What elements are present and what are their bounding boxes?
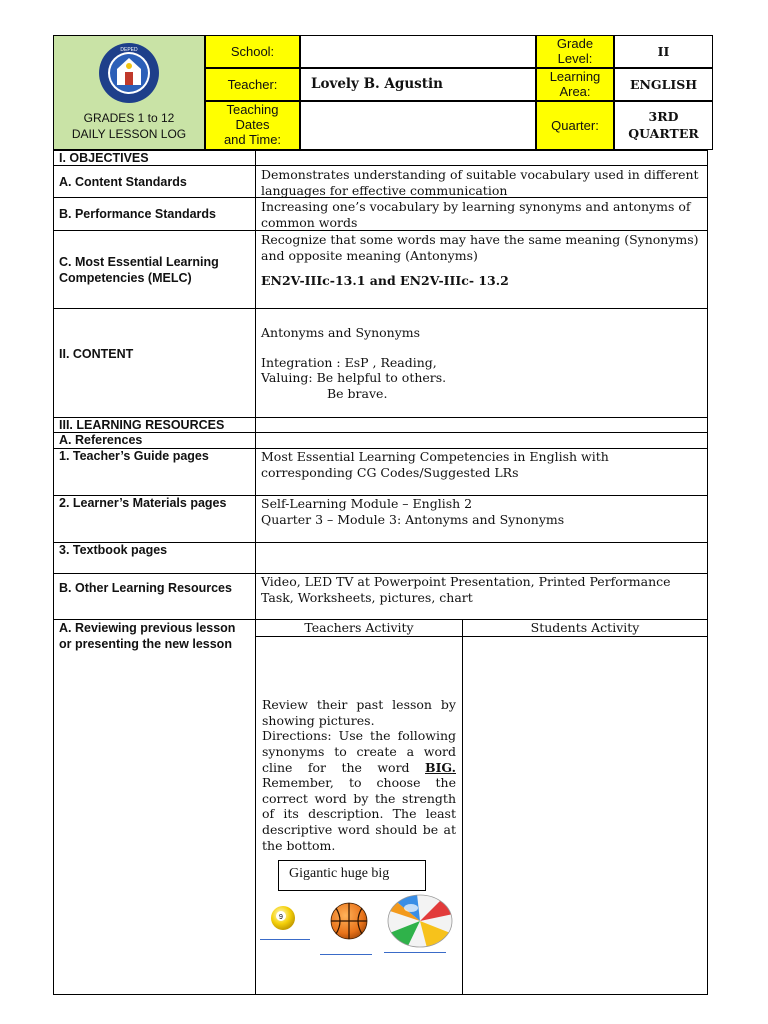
content-integration: Integration : EsP , Reading, [261, 354, 437, 370]
melc-codes: EN2V-IIIc-13.1 and EN2V-IIIc- 13.2 [261, 273, 509, 289]
activity-intro: Review their past lesson by showing pictures. [262, 697, 456, 728]
review-label: A. Reviewing previous lesson or presenting the new lesson [53, 619, 256, 995]
deped-seal-icon [98, 42, 160, 104]
resources-heading: III. LEARNING RESOURCES [53, 417, 256, 433]
references-label: A. References [53, 432, 256, 449]
textbook-label: 3. Textbook pages [53, 542, 256, 574]
content-standards-label: A. Content Standards [53, 165, 256, 198]
resources-blank [255, 417, 708, 433]
content-label: II. CONTENT [53, 308, 256, 418]
grade-value: II [614, 35, 713, 68]
area-label-line-1: Learning [549, 68, 601, 84]
teacher-value: Lovely B. Agustin [300, 68, 536, 101]
area-label [536, 68, 614, 101]
area-label-line-2: Area: [559, 83, 591, 99]
answer-line-3 [384, 952, 446, 953]
teachers-guide-text: Most Essential Learning Competencies in English with corresponding CG Codes/Suggested LRs [255, 448, 708, 496]
references-blank [255, 432, 708, 449]
dates-label [205, 101, 300, 150]
teacher-label: Teacher: [205, 68, 300, 101]
performance-standards-text: Increasing one’s vocabulary by learning synonyms and antonyms of common words [255, 197, 708, 231]
content-cell [255, 308, 708, 418]
dates-label-line-3: and Time: [223, 131, 282, 147]
teachers-guide-label: 1. Teacher’s Guide pages [53, 448, 256, 496]
quarter-value-line-2: QUARTER [628, 125, 699, 141]
area-value: ENGLISH [614, 68, 713, 101]
billiard-ball-icon [270, 905, 296, 931]
learners-materials-label: 2. Learner’s Materials pages [53, 495, 256, 543]
grade-label [536, 35, 614, 68]
school-label: School: [205, 35, 300, 68]
quarter-value-line-1: 3RD [648, 109, 679, 125]
quarter-value [614, 101, 713, 150]
header-logo-cell [53, 35, 205, 150]
activity-target-word: BIG. [425, 759, 456, 775]
basketball-icon [330, 902, 368, 940]
other-resources-label: B. Other Learning Resources [53, 573, 256, 620]
school-type-line-2: DAILY LESSON LOG [71, 127, 187, 142]
melc-text: Recognize that some words may have the same meaning (Synonyms) and opposite meaning (Antonyms) [261, 232, 699, 263]
textbook-blank [255, 542, 708, 574]
objectives-blank [255, 150, 708, 166]
other-resources-text: Video, LED TV at Powerpoint Presentation, Printed Performance Task, Worksheets, pictures, chart [255, 573, 708, 620]
students-activity-header: Students Activity [462, 619, 708, 637]
melc-cell [255, 230, 708, 309]
word-cline-box: Gigantic huge big [278, 860, 426, 891]
school-value [300, 35, 536, 68]
activity-directions-a: Directions: Use the following synonyms to create a word cline for the word [262, 728, 456, 775]
content-standards-text: Demonstrates understanding of suitable vocabulary used in different languages for effective communication [255, 165, 708, 198]
performance-standards-label: B. Performance Standards [53, 197, 256, 231]
answer-line-1 [260, 939, 310, 940]
svg-text:9: 9 [279, 914, 283, 921]
beach-ball-icon [387, 894, 453, 948]
activity-directions [262, 728, 456, 853]
dates-label-line-2: Dates [235, 117, 270, 133]
content-topic: Antonyms and Synonyms [261, 325, 421, 340]
grade-label-line-2: Level: [557, 50, 593, 66]
content-valuing-2: Be brave. [327, 385, 388, 401]
content-valuing-1: Valuing: Be helpful to others. [261, 370, 447, 386]
school-type-line-1: GRADES 1 to 12 [83, 111, 175, 125]
activity-directions-b: Remember, to choose the correct word by the strength of its description. The least descriptive word should be at the bottom. [262, 775, 456, 853]
learners-materials-cell [255, 495, 708, 543]
melc-label: C. Most Essential Learning Competencies (MELC) [53, 230, 256, 309]
answer-line-2 [320, 954, 372, 955]
learners-materials-line-2: Quarter 3 – Module 3: Antonyms and Synonyms [261, 511, 565, 527]
dates-label-line-1: Teaching [226, 102, 279, 118]
teachers-activity-header: Teachers Activity [255, 619, 463, 637]
quarter-label: Quarter: [536, 101, 614, 150]
dates-value [300, 101, 536, 150]
svg-text:DEPED: DEPED [120, 47, 138, 53]
students-activity-cell [462, 636, 708, 995]
grade-label-line-1: Grade [556, 35, 594, 51]
objectives-heading: I. OBJECTIVES [53, 150, 256, 166]
learners-materials-line-1: Self-Learning Module – English 2 [261, 496, 473, 511]
